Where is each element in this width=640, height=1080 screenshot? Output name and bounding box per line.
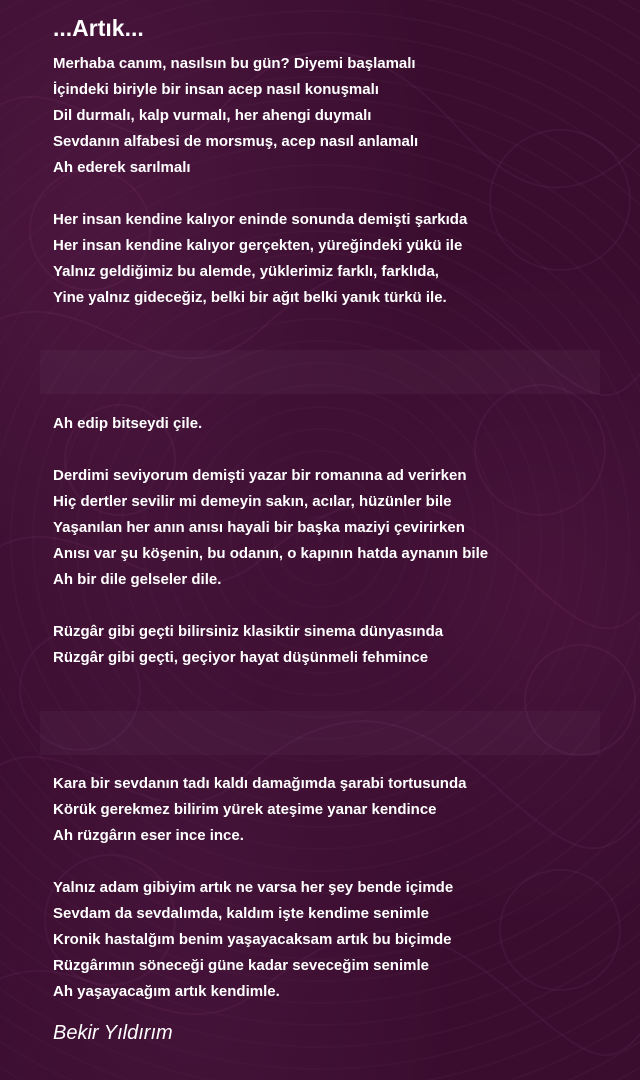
poem-line: Her insan kendine kalıyor gerçekten, yüreğindeki yükü ile: [53, 237, 463, 254]
stanza-2: [53, 207, 613, 311]
poem-line: Yalnız adam gibiyim artık ne varsa her şey bende içimde: [53, 879, 454, 896]
poem-line: Kara bir sevdanın tadı kaldı damağımda şarabi tortusunda: [53, 775, 467, 792]
poem-line: Sevdanın alfabesi de morsmuş, acep nasıl anlamalı: [53, 133, 419, 150]
poem-line: Sevdam da sevdalımda, kaldım işte kendime senimle: [53, 905, 430, 922]
poem-line: Hiç dertler sevilir mi demeyin sakın, acılar, hüzünler bile: [53, 493, 452, 510]
poem-line: Derdimi seviyorum demişti yazar bir romanına ad verirken: [53, 467, 467, 484]
poem-line: Rüzgârımın söneceği güne kadar seveceğim senimle: [53, 957, 429, 974]
divider-band: [40, 350, 600, 394]
poem-line: Ah rüzgârın eser ince ince.: [53, 827, 244, 844]
poem-line: Anısı var şu köşenin, bu odanın, o kapının hatda aynanın bile: [53, 545, 489, 562]
poem-line: Yine yalnız gideceğiz, belki bir ağıt belki yanık türkü ile.: [53, 289, 447, 306]
stanza-3: [53, 411, 613, 437]
poem-line: İçindeki biriyle bir insan acep nasıl konuşmalı: [53, 81, 379, 98]
stanza-6: [53, 771, 613, 849]
poem-line: Dil durmalı, kalp vurmalı, her ahengi duymalı: [53, 107, 372, 124]
poem-title: ...Artık...: [53, 15, 144, 41]
poem-line: Rüzgâr gibi geçti bilirsiniz klasiktir sinema dünyasında: [53, 623, 444, 640]
poem-line: Ah bir dile gelseler dile.: [53, 571, 222, 588]
stanza-5: [53, 619, 613, 671]
poem-line: Körük gerekmez bilirim yürek ateşime yanar kendince: [53, 801, 437, 818]
poem-author: Bekir Yıldırım: [53, 1022, 173, 1044]
stanza-1: [53, 51, 613, 181]
poem-line: Yaşanılan her anın anısı hayali bir başka maziyi çevirirken: [53, 519, 465, 536]
poem-line: Ah edip bitseydi çile.: [53, 415, 203, 432]
stanza-4: [53, 463, 613, 593]
poem-line: Rüzgâr gibi geçti, geçiyor hayat düşünmeli fehmince: [53, 649, 429, 666]
divider-band: [40, 711, 600, 755]
poem-line: Her insan kendine kalıyor eninde sonunda demişti şarkıda: [53, 211, 468, 228]
poem-line: Ah ederek sarılmalı: [53, 159, 191, 176]
poem-line: Kronik hastalğım benim yaşayacaksam artık bu biçimde: [53, 931, 452, 948]
poem-line: Merhaba canım, nasılsın bu gün? Diyemi başlamalı: [53, 55, 416, 72]
stanza-7: [53, 875, 613, 1005]
poem-line: Yalnız geldiğimiz bu alemde, yüklerimiz farklı, farklıda,: [53, 263, 439, 280]
poem-line: Ah yaşayacağım artık kendimle.: [53, 983, 280, 1000]
